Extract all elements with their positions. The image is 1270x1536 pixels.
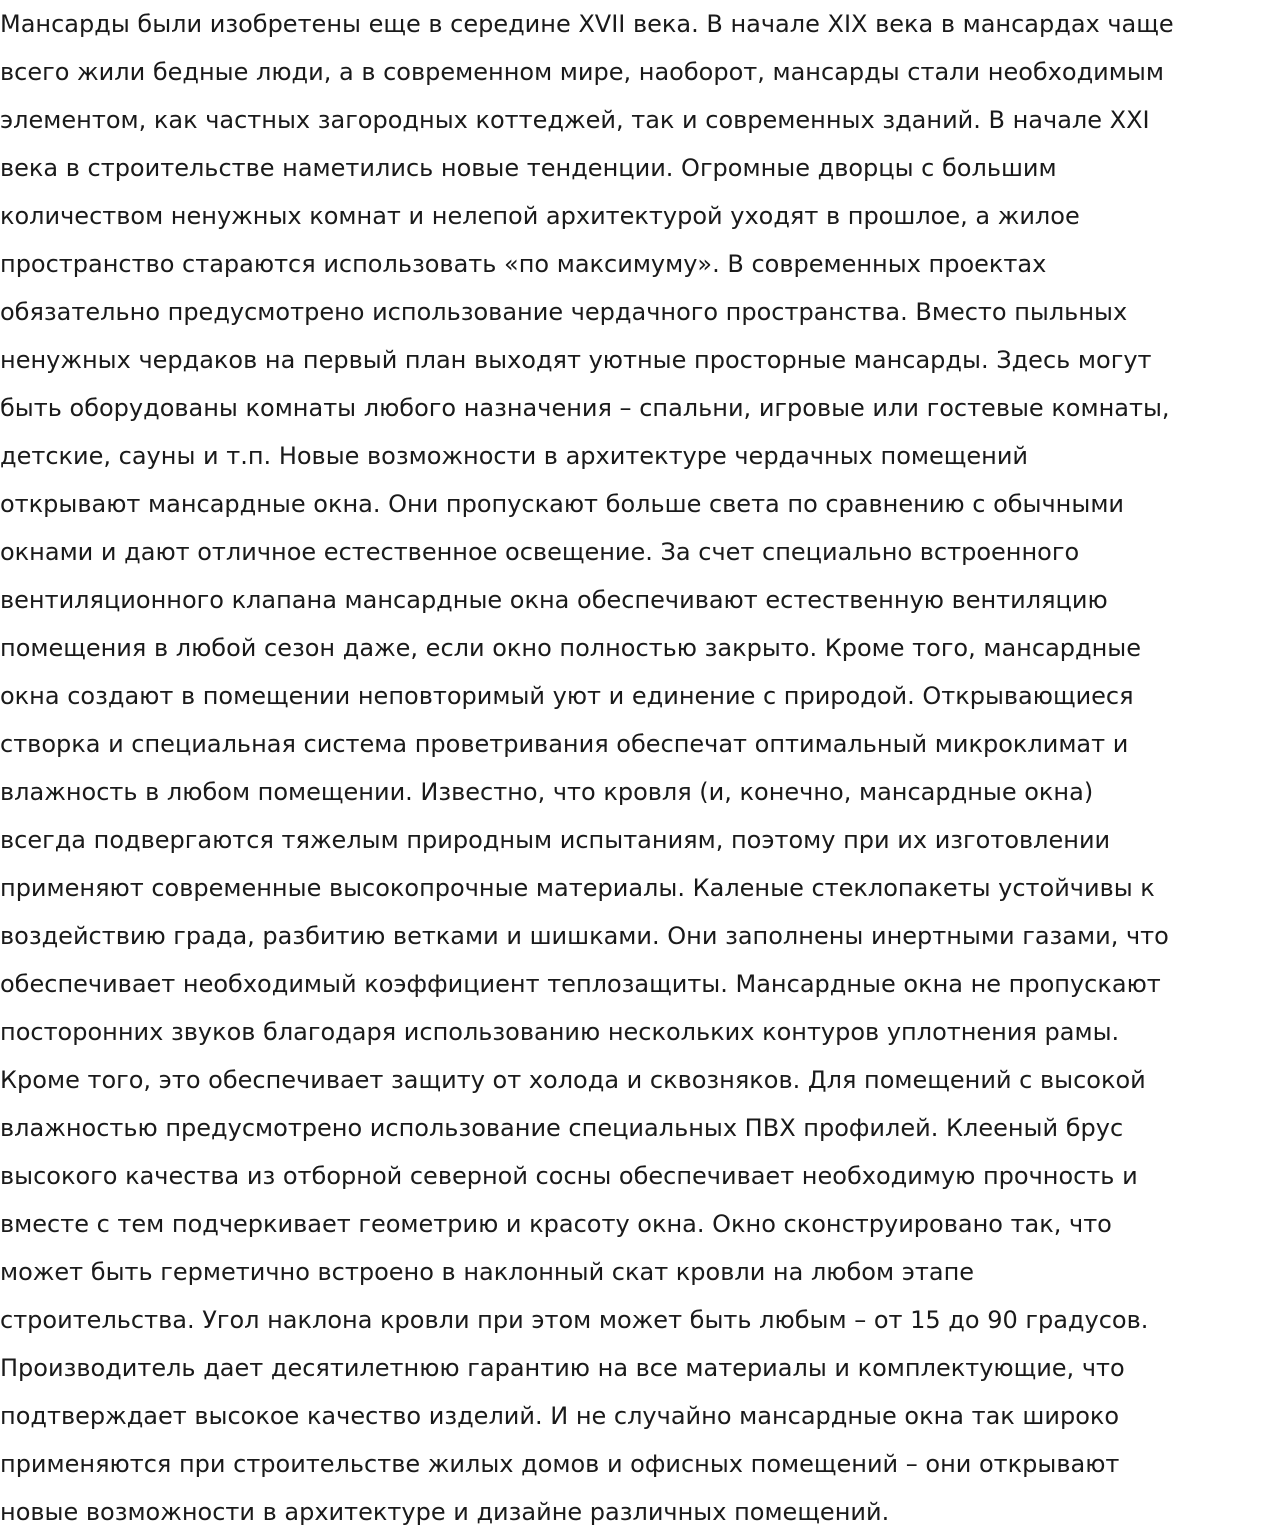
text-line: помещения в любой сезон даже, если окно полностью закрыто. Кроме того, мансардные (0, 634, 1142, 662)
text-line: влажностью предусмотрено использование специальных ПВХ профилей. Клееный брус (0, 1114, 1124, 1142)
text-line: Мансарды были изобретены еще в середине XVII века. В начале XIX века в мансардах чаще (0, 10, 1174, 38)
text-line: ненужных чердаков на первый план выходят уютные просторные мансарды. Здесь могут (0, 346, 1152, 374)
text-line: элементом, как частных загородных коттеджей, так и современных зданий. В начале XXI (0, 106, 1150, 134)
text-line: всего жили бедные люди, а в современном мире, наоборот, мансарды стали необходимым (0, 58, 1164, 86)
text-line: детские, сауны и т.п. Новые возможности в архитектуре чердачных помещений (0, 442, 1029, 470)
text-line: количеством ненужных комнат и нелепой архитектурой уходят в прошлое, а жилое (0, 202, 1080, 230)
text-line: окнами и дают отличное естественное освещение. За счет специально встроенного (0, 538, 1080, 566)
text-line: применяют современные высокопрочные материалы. Каленые стеклопакеты устойчивы к (0, 874, 1155, 902)
text-line: обязательно предусмотрено использование чердачного пространства. Вместо пыльных (0, 298, 1128, 326)
text-line: века в строительстве наметились новые тенденции. Огромные дворцы с большим (0, 154, 1057, 182)
text-line: пространство стараются использовать «по максимуму». В современных проектах (0, 250, 1047, 278)
text-line: посторонних звуков благодаря использованию нескольких контуров уплотнения рамы. (0, 1018, 1120, 1046)
text-line: новые возможности в архитектуре и дизайне различных помещений. (0, 1498, 890, 1526)
text-line: быть оборудованы комнаты любого назначения – спальни, игровые или гостевые комнаты, (0, 394, 1170, 422)
text-line: Производитель дает десятилетнюю гарантию на все материалы и комплектующие, что (0, 1354, 1125, 1382)
text-line: применяются при строительстве жилых домов и офисных помещений – они открывают (0, 1450, 1120, 1478)
text-line: подтверждает высокое качество изделий. И не случайно мансардные окна так широко (0, 1402, 1120, 1430)
text-line: высокого качества из отборной северной сосны обеспечивает необходимую прочность и (0, 1162, 1138, 1190)
text-line: открывают мансардные окна. Они пропускают больше света по сравнению с обычными (0, 490, 1125, 518)
text-line: створка и специальная система проветривания обеспечат оптимальный микроклимат и (0, 730, 1129, 758)
text-line: обеспечивает необходимый коэффициент теплозащиты. Мансардные окна не пропускают (0, 970, 1161, 998)
text-line: воздействию града, разбитию ветками и шишками. Они заполнены инертными газами, что (0, 922, 1169, 950)
text-line: Кроме того, это обеспечивает защиту от холода и сквозняков. Для помещений с высокой (0, 1066, 1146, 1094)
text-line: всегда подвергаются тяжелым природным испытаниям, поэтому при их изготовлении (0, 826, 1111, 854)
text-line: вместе с тем подчеркивает геометрию и красоту окна. Окно сконструировано так, что (0, 1210, 1112, 1238)
text-line: влажность в любом помещении. Известно, что кровля (и, конечно, мансардные окна) (0, 778, 1094, 806)
text-line: окна создают в помещении неповторимый уют и единение с природой. Открывающиеся (0, 682, 1134, 710)
text-line: может быть герметично встроено в наклонный скат кровли на любом этапе (0, 1258, 975, 1286)
text-line: вентиляционного клапана мансардные окна обеспечивают естественную вентиляцию (0, 586, 1108, 614)
text-line: строительства. Угол наклона кровли при этом может быть любым – от 15 до 90 градусов. (0, 1306, 1149, 1334)
